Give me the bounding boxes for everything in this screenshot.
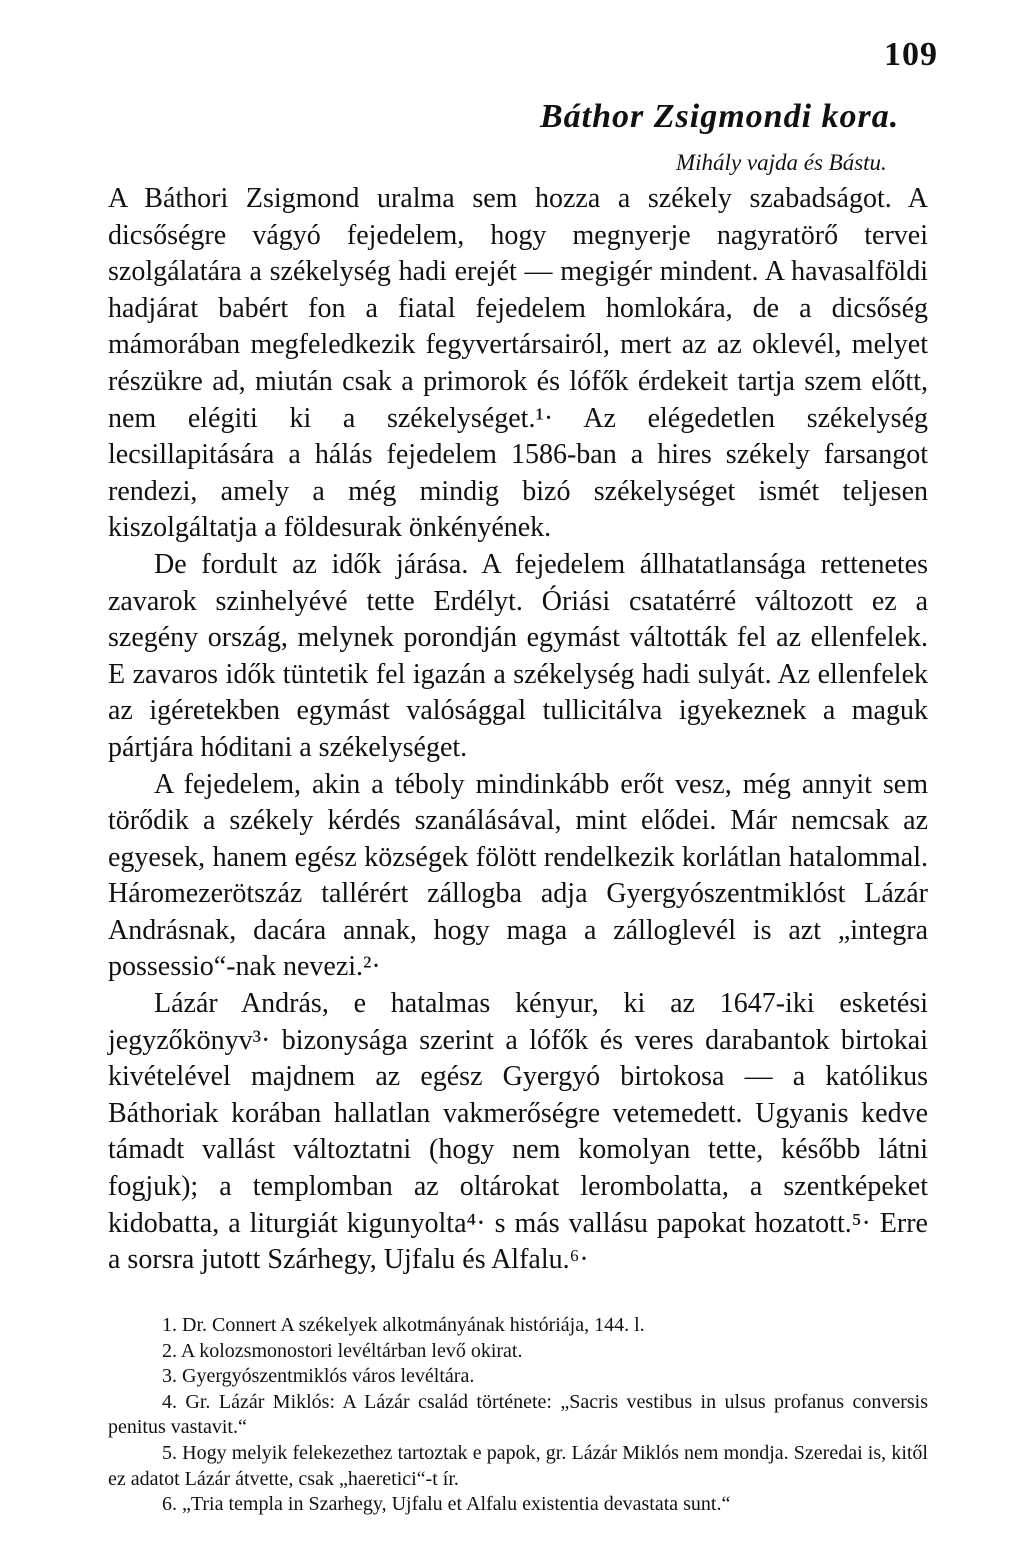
footnote: 1. Dr. Connert A székelyek alkotmányának históriája, 144. l. <box>162 1314 645 1336</box>
running-title: Báthor Zsigmondi kora. <box>540 98 900 135</box>
page-number: 109 <box>884 36 938 73</box>
footnote: 3. Gyergyószentmiklós város levéltára. <box>162 1365 475 1388</box>
body-text <box>108 181 928 1279</box>
paragraph: De fordult az idők járása. A fejedelem állhatatlansága rettenetes zavarok szinhelyévé tette Erdélyt. Óriási csatatérré változott ez a szegény ország, melynek porondján egymást váltották fel az ellenfelek. E zavaros idők tüntetik fel igazán a székelység hadi sulyát. Az ellenfelek az igéretekben egymást valósággal tullicitálva igyekeznek a maguk pártjára hóditani a székelységet. <box>108 548 928 763</box>
chapter-subtitle: Mihály vajda és Bástu. <box>676 150 887 175</box>
paragraph: A Báthori Zsigmond uralma sem hozza a székely szabadságot. A dicsőségre vágyó fejedelem, hogy megnyerje nagyratörő tervei szolgálatára a székelység hadi erejét — megigér mindent. A havasalföldi hadjárat babért fon a fiatal fejedelem homlokára, de a dicsőség mámorában megfeledkezik fegyvertársairól, mert az az oklevél, melyet részükre ad, miután csak a primorok és lófők érdekeit tartja szem előtt, nem elégiti ki a székelységet.¹· Az elégedetlen székelység lecsillapitására a hálás fejedelem 1586-ban a hires székely farsangot rendezi, amely a még mindig bizó székelységet ismét teljesen kiszolgáltatja a földesurak önkényének. <box>108 183 928 544</box>
footnote: 6. „Tria templa in Szarhegy, Ujfalu et Alfalu existentia devastata sunt.“ <box>162 1493 731 1516</box>
paragraph: A fejedelem, akin a téboly mindinkább erőt vesz, még annyit sem törődik a székely kérdés szanálásával, mint elődei. Már nemcsak az egyesek, hanem egész községek fölött rendelkezik korlátlan hatalommal. Háromezerötszáz tallérért zállogba adja Gyergyószentmiklóst Lázár Andrásnak, dacára annak, hogy maga a zálloglevél is azt „integra possessio“-nak nevezi.²· <box>108 768 928 983</box>
paragraph: Lázár András, e hatalmas kényur, ki az 1647-iki esketési jegyzőkönyv³· bizonysága szerint a lófők és veres darabantok birtokai kivételével majdnem az egész Gyergyó birtokosa — a katólikus Báthoriak korában hallatlan vakmerőségre vetemedett. Ugyanis kedve támadt vallást változtatni (hogy nem komolyan tette, később látni fogjuk); a templomban az oltárokat lerombolatta, a szentképeket kidobatta, a liturgiát kigunyolta⁴· s más vallásu papokat hozatott.⁵· Erre a sorsra jutott Szárhegy, Ujfalu és Alfalu.⁶· <box>108 988 928 1276</box>
footnote: 5. Hogy melyik felekezethez tartoztak e papok, gr. Lázár Miklós nem mondja. Szeredai is, kitől ez adatot Lázár átvette, csak „haeretici“-t ír. <box>108 1441 928 1490</box>
footnote: 2. A kolozsmonostori levéltárban levő okirat. <box>162 1339 523 1362</box>
footnote: 4. Gr. Lázár Miklós: A Lázár család története: „Sacris vestibus in ulsus profanus conversis penitus vastavit.“ <box>108 1390 928 1439</box>
footnotes <box>108 1313 928 1518</box>
